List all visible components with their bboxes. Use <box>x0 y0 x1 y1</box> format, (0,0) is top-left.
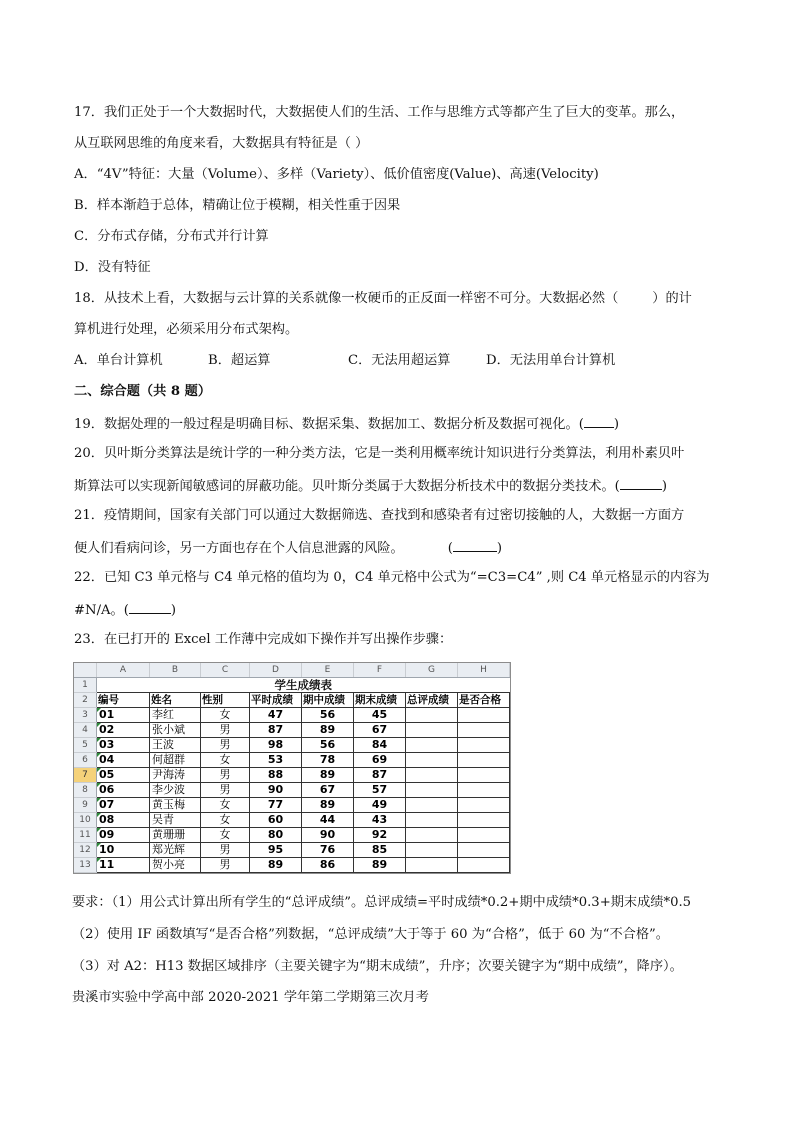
sheet-row-1 <box>74 678 510 693</box>
table-cell[interactable]: 90 <box>250 783 302 798</box>
table-cell[interactable]: 87 <box>354 768 406 783</box>
q22-stem-line2 <box>74 600 176 620</box>
table-cell[interactable]: 男 <box>201 858 250 873</box>
empty-cell[interactable] <box>458 813 510 828</box>
table-cell[interactable]: 10 <box>97 843 150 858</box>
table-cell[interactable]: 男 <box>201 783 250 798</box>
row-header[interactable]: 13 <box>74 858 97 873</box>
table-cell[interactable]: 04 <box>97 753 150 768</box>
table-row <box>74 813 510 828</box>
table-row <box>74 828 510 843</box>
empty-cell[interactable] <box>406 753 458 768</box>
q18-option-a: A．单台计算机 <box>74 353 163 368</box>
table-cell[interactable]: 98 <box>250 738 302 753</box>
table-cell[interactable]: 05 <box>97 768 150 783</box>
q21-close: ) <box>496 541 502 556</box>
empty-cell[interactable] <box>406 813 458 828</box>
empty-cell[interactable] <box>406 783 458 798</box>
table-cell[interactable]: 张小斌 <box>150 723 201 738</box>
table-cell[interactable]: 67 <box>354 723 406 738</box>
exam-footer: 贵溪市实验中学高中部 2020-2021 学年第二学期第三次月考 <box>72 990 429 1005</box>
table-cell[interactable]: 53 <box>250 753 302 768</box>
empty-cell[interactable] <box>458 738 510 753</box>
column-header-c[interactable]: C <box>201 663 250 678</box>
column-header-b[interactable]: B <box>150 663 201 678</box>
table-cell[interactable]: 67 <box>302 783 354 798</box>
table-cell[interactable]: 02 <box>97 723 150 738</box>
table-cell[interactable]: 06 <box>97 783 150 798</box>
table-cell[interactable]: 60 <box>250 813 302 828</box>
table-row <box>74 753 510 768</box>
empty-cell[interactable] <box>406 858 458 873</box>
row-header[interactable]: 11 <box>74 828 97 843</box>
row-header[interactable]: 12 <box>74 843 97 858</box>
header-cell[interactable]: 编号 <box>97 693 150 708</box>
table-cell[interactable]: 贺小亮 <box>150 858 201 873</box>
table-cell[interactable]: 47 <box>250 708 302 723</box>
table-cell[interactable]: 56 <box>302 708 354 723</box>
row-header[interactable]: 7 <box>74 768 97 783</box>
header-cell[interactable]: 期末成绩 <box>354 693 406 708</box>
q18-stem-line1 <box>74 290 692 308</box>
requirement-3: （3）对 A2：H13 数据区域排序（主要关键字为“期末成绩”，升序；次要关键字为“期中成绩”，降序）。 <box>72 959 683 974</box>
table-row <box>74 843 510 858</box>
table-cell[interactable]: 女 <box>201 813 250 828</box>
table-cell[interactable]: 56 <box>302 738 354 753</box>
requirement-2: （2）使用 IF 函数填写“是否合格”列数据，“总评成绩”大于等于 60 为“合格”，低于 60 为“不合格”。 <box>72 927 669 942</box>
column-header-h[interactable]: H <box>458 663 510 678</box>
excel-sheet <box>73 662 511 874</box>
row-header[interactable]: 4 <box>74 723 97 738</box>
q22-close: ) <box>170 603 177 618</box>
table-cell[interactable]: 男 <box>201 738 250 753</box>
column-header-d[interactable]: D <box>250 663 302 678</box>
empty-cell[interactable] <box>406 828 458 843</box>
q17-option-b: B．样本渐趋于总体，精确让位于模糊，相关性重于因果 <box>74 198 401 213</box>
sheet-title[interactable]: 学生成绩表 <box>97 678 510 693</box>
table-cell[interactable]: 女 <box>201 753 250 768</box>
table-cell[interactable]: 女 <box>201 798 250 813</box>
table-cell[interactable]: 84 <box>354 738 406 753</box>
q17-stem-line1: 17．我们正处于一个大数据时代，大数据使人们的生活、工作与思维方式等都产生了巨大的变革。那么， <box>74 105 685 120</box>
q21-open: ( <box>447 541 453 556</box>
empty-cell[interactable] <box>458 768 510 783</box>
table-cell[interactable]: 43 <box>354 813 406 828</box>
table-cell[interactable]: 李红 <box>150 708 201 723</box>
table-row <box>74 723 510 738</box>
table-cell[interactable]: 09 <box>97 828 150 843</box>
q18-stem-part2: ）的计 <box>652 291 692 306</box>
column-header-a[interactable]: A <box>97 663 150 678</box>
empty-cell[interactable] <box>406 738 458 753</box>
table-cell[interactable]: 男 <box>201 723 250 738</box>
row-header[interactable]: 2 <box>74 693 97 708</box>
table-cell[interactable]: 86 <box>302 858 354 873</box>
q20-close: ) <box>661 479 667 494</box>
table-row <box>74 768 510 783</box>
table-cell[interactable]: 90 <box>302 828 354 843</box>
table-cell[interactable]: 女 <box>201 828 250 843</box>
table-cell[interactable]: 89 <box>302 723 354 738</box>
q20-stem-line2 <box>74 476 667 496</box>
q18-options <box>74 352 615 370</box>
table-cell[interactable]: 85 <box>354 843 406 858</box>
table-cell[interactable]: 49 <box>354 798 406 813</box>
table-cell[interactable]: 郑光辉 <box>150 843 201 858</box>
empty-cell[interactable] <box>458 828 510 843</box>
empty-cell[interactable] <box>458 858 510 873</box>
empty-cell[interactable] <box>458 753 510 768</box>
table-cell[interactable]: 李少波 <box>150 783 201 798</box>
column-header-g[interactable]: G <box>406 663 458 678</box>
table-cell[interactable]: 89 <box>250 858 302 873</box>
q17-stem-line2: 从互联网思维的角度来看，大数据具有特征是（ ） <box>74 136 369 151</box>
table-cell[interactable]: 44 <box>302 813 354 828</box>
q20-answer-blank[interactable] <box>620 476 662 490</box>
empty-cell[interactable] <box>458 783 510 798</box>
q19-close: ) <box>613 417 620 432</box>
empty-cell[interactable] <box>458 723 510 738</box>
empty-cell[interactable] <box>406 723 458 738</box>
table-cell[interactable]: 77 <box>250 798 302 813</box>
table-cell[interactable]: 03 <box>97 738 150 753</box>
q20-text: 斯算法可以实现新闻敏感词的屏蔽功能。贝叶斯分类属于大数据分析技术中的数据分类技术。( <box>74 479 620 494</box>
sheet-row-2 <box>74 693 510 708</box>
table-cell[interactable]: 女 <box>201 708 250 723</box>
table-cell[interactable]: 男 <box>201 843 250 858</box>
header-cell[interactable]: 平时成绩 <box>250 693 302 708</box>
table-row <box>74 783 510 798</box>
requirement-1: 要求：（1）用公式计算出所有学生的“总评成绩”。总评成绩=平时成绩*0.2+期中成绩*0.3+期末成绩*0.5 <box>72 895 692 910</box>
table-cell[interactable]: 76 <box>302 843 354 858</box>
header-cell[interactable]: 期中成绩 <box>302 693 354 708</box>
row-header[interactable]: 3 <box>74 708 97 723</box>
table-cell[interactable]: 45 <box>354 708 406 723</box>
column-header-row <box>74 663 510 678</box>
header-cell[interactable]: 姓名 <box>150 693 201 708</box>
table-row <box>74 798 510 813</box>
table-cell[interactable]: 80 <box>250 828 302 843</box>
table-cell[interactable]: 89 <box>302 768 354 783</box>
empty-cell[interactable] <box>458 798 510 813</box>
table-cell[interactable]: 吴青 <box>150 813 201 828</box>
table-cell[interactable]: 87 <box>250 723 302 738</box>
q18-option-b: B．超运算 <box>208 353 271 368</box>
table-cell[interactable]: 07 <box>97 798 150 813</box>
q18-stem-line2: 算机进行处理，必须采用分布式架构。 <box>74 322 299 337</box>
empty-cell[interactable] <box>406 843 458 858</box>
select-all-corner[interactable] <box>74 663 97 678</box>
table-cell[interactable]: 尹海涛 <box>150 768 201 783</box>
table-cell[interactable]: 92 <box>354 828 406 843</box>
table-cell[interactable]: 89 <box>302 798 354 813</box>
header-cell[interactable]: 总评成绩 <box>406 693 458 708</box>
header-cell[interactable]: 性别 <box>201 693 250 708</box>
table-cell[interactable]: 王波 <box>150 738 201 753</box>
table-cell[interactable]: 黄玉梅 <box>150 798 201 813</box>
q22-text: #N/A。( <box>74 603 129 618</box>
table-cell[interactable]: 69 <box>354 753 406 768</box>
empty-cell[interactable] <box>458 708 510 723</box>
header-cell[interactable]: 是否合格 <box>458 693 510 708</box>
q17-option-d: D．没有特征 <box>74 260 151 275</box>
q20-stem-line1: 20．贝叶斯分类算法是统计学的一种分类方法，它是一类利用概率统计知识进行分类算法，利用朴素贝叶 <box>74 446 685 461</box>
table-cell[interactable]: 11 <box>97 858 150 873</box>
empty-cell[interactable] <box>458 843 510 858</box>
q19-text: 19．数据处理的一般过程是明确目标、数据采集、数据加工、数据分析及数据可视化。( <box>74 417 584 432</box>
table-cell[interactable]: 88 <box>250 768 302 783</box>
q18-option-c: C．无法用超运算 <box>348 353 451 368</box>
table-cell[interactable]: 89 <box>354 858 406 873</box>
table-cell[interactable]: 57 <box>354 783 406 798</box>
table-cell[interactable]: 95 <box>250 843 302 858</box>
q17-option-c: C．分布式存储，分布式并行计算 <box>74 229 269 244</box>
q22-answer-blank[interactable] <box>129 600 171 614</box>
table-cell[interactable]: 78 <box>302 753 354 768</box>
empty-cell[interactable] <box>406 798 458 813</box>
row-header[interactable]: 8 <box>74 783 97 798</box>
table-cell[interactable]: 08 <box>97 813 150 828</box>
q22-stem-line1: 22．已知 C3 单元格与 C4 单元格的值均为 0，C4 单元格中公式为“=C3=C4” ,则 C4 单元格显示的内容为 <box>74 570 710 585</box>
q21-stem-line1: 21．疫情期间，国家有关部门可以通过大数据筛选、查找到和感染者有过密切接触的人，大数据一方面方 <box>74 508 685 523</box>
table-row <box>74 738 510 753</box>
q19-answer-blank[interactable] <box>584 414 614 428</box>
row-header[interactable]: 9 <box>74 798 97 813</box>
q19-line <box>74 414 619 434</box>
table-cell[interactable]: 何超群 <box>150 753 201 768</box>
table-cell[interactable]: 黄珊珊 <box>150 828 201 843</box>
column-header-f[interactable]: F <box>354 663 406 678</box>
empty-cell[interactable] <box>406 708 458 723</box>
q21-text: 便人们看病问诊，另一方面也存在个人信息泄露的风险。 <box>74 541 404 556</box>
row-header[interactable]: 5 <box>74 738 97 753</box>
table-row <box>74 858 510 873</box>
q21-stem-line2 <box>74 538 502 558</box>
column-header-e[interactable]: E <box>302 663 354 678</box>
table-cell[interactable]: 01 <box>97 708 150 723</box>
row-header[interactable]: 6 <box>74 753 97 768</box>
table-row <box>74 708 510 723</box>
table-cell[interactable]: 男 <box>201 768 250 783</box>
q18-stem-part1: 18．从技术上看，大数据与云计算的关系就像一枚硬币的正反面一样密不可分。大数据必然（ <box>74 291 619 306</box>
q17-option-a: A．“4V”特征：大量（Volume）、多样（Variety）、低价值密度(Value)、高速(Velocity) <box>74 167 599 182</box>
q21-answer-blank[interactable] <box>453 538 497 552</box>
empty-cell[interactable] <box>406 768 458 783</box>
section-title: 二、综合题（共 8 题） <box>74 384 212 399</box>
q18-option-d: D．无法用单台计算机 <box>486 353 616 368</box>
q23-stem: 23．在已打开的 Excel 工作薄中完成如下操作并写出操作步骤： <box>74 632 453 647</box>
row-header[interactable]: 1 <box>74 678 97 693</box>
row-header[interactable]: 10 <box>74 813 97 828</box>
